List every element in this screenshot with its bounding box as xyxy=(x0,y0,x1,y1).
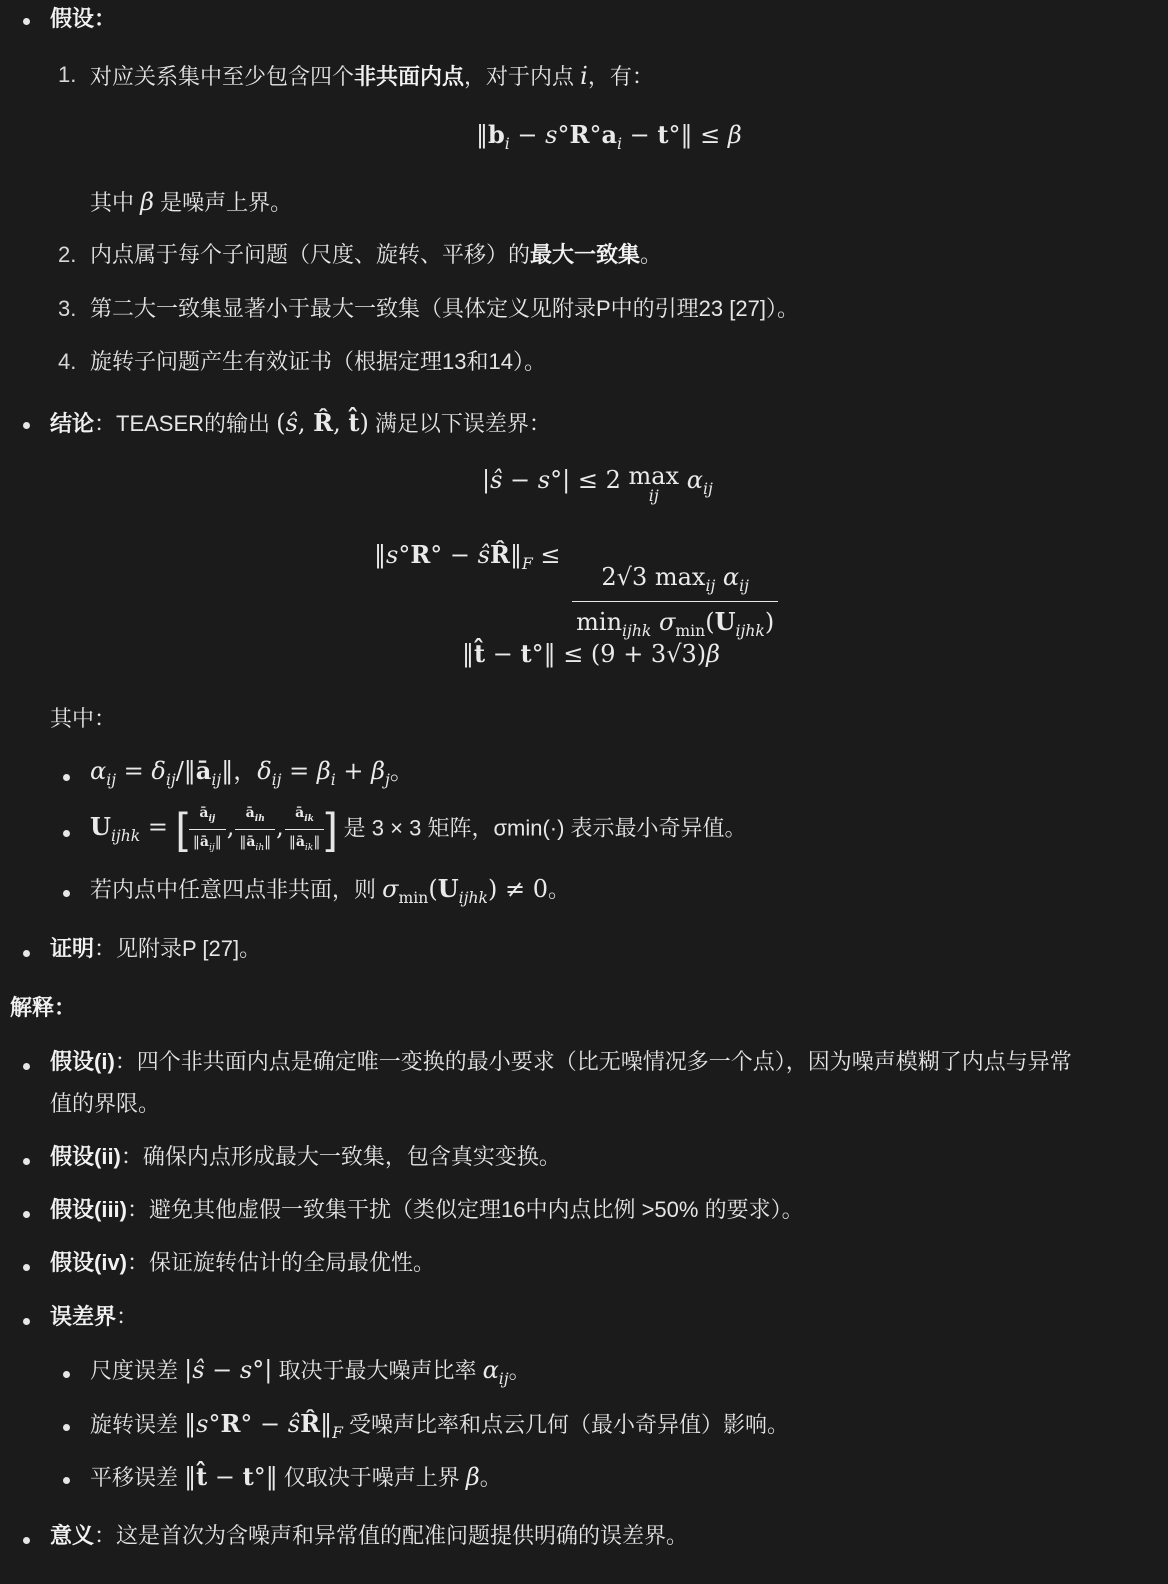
assumption-3-text: 第二大一致集显著小于最大一致集（具体定义见附录P中的引理23 [27]）。 xyxy=(90,296,799,321)
bullet-dot xyxy=(23,950,30,957)
significance-line: 意义：这是首次为含噪声和异常值的配准问题提供明确的误差界。 xyxy=(50,1523,689,1548)
output-tuple: (ŝ, R̂, t̂) xyxy=(276,408,369,437)
where-label: 其中： xyxy=(50,706,117,731)
list-number: 3. xyxy=(58,296,77,321)
bullet-dot xyxy=(63,1424,70,1431)
bullet-dot xyxy=(63,1477,70,1484)
bullet-dot xyxy=(23,1158,30,1165)
explanation-item-1: 假设(i)：四个非共面内点是确定唯一变换的最小要求（比无噪情况多一个点），因为噪声模糊了内点与异常 xyxy=(50,1049,1072,1074)
formula-scale-bound: |ŝ − s°| ≤ 2 max ij $\alpha_{ij}$ xyxy=(482,462,713,505)
scale-error-item: 尺度误差 |ŝ − s°| 取决于最大噪声比率 $\alpha_{ij}$。 xyxy=(90,1356,531,1388)
U-definition: $U_{ijhk}$ = [ $\frac{ā_{ij}}{‖ā_{ij}‖}$ , $\frac{ā_{ih}}{‖ā_{ih}‖}$ , $\frac{ā_{ik}}{‖ā_{ik}‖}$ ] 是 3 × 3 矩阵，σmin(·) 表示最小奇异值。 xyxy=(90,804,747,854)
explanation-item-2: 假设(ii)：确保内点形成最大一致集，包含真实变换。 xyxy=(50,1144,561,1169)
explanation-label: 解释： xyxy=(10,995,77,1020)
alpha-definition: $\alpha_{ij}$ = $\delta_{ij}/‖ā_{ij}‖$，$\delta_{ij} = \beta_i + \beta_j$。 xyxy=(90,756,414,789)
noncoplanar-condition: 若内点中任意四点非共面，则 $\sigma_{min}(U_{ijhk}) \ne 0$。 xyxy=(90,874,570,907)
conclusion-line: 结论：TEASER的输出 (ŝ, R̂, t̂) 满足以下误差界： xyxy=(50,408,551,437)
explanation-item-3: 假设(iii)：避免其他虚假一致集干扰（类似定理16中内点比例 >50% 的要求）。 xyxy=(50,1197,804,1222)
list-number: 2. xyxy=(58,242,77,267)
bullet-dot xyxy=(23,1264,30,1271)
bullet-dot xyxy=(23,1063,30,1070)
assumption-1-text: 对应关系集中至少包含四个非共面内点，对于内点 i，有： xyxy=(90,62,654,90)
bullet-dot xyxy=(23,1537,30,1544)
explanation-item-1-cont: 值的界限。 xyxy=(50,1091,161,1116)
bullet-dot xyxy=(63,1371,70,1378)
translation-error-item: 平移误差 ‖t̂ − t°‖ 仅取决于噪声上界 β。 xyxy=(90,1462,502,1491)
bullet-dot xyxy=(63,830,70,837)
bullet-dot xyxy=(23,1211,30,1218)
assumption-4-text: 旋转子问题产生有效证书（根据定理13和14）。 xyxy=(90,349,546,374)
bullet-dot xyxy=(23,1318,30,1325)
bullet-dot xyxy=(63,774,70,781)
bullet-dot xyxy=(63,890,70,897)
assumptions-label: 假设： xyxy=(50,6,117,31)
formula-rotation-bound: ‖s°R° − $ŝR̂‖_F$ ≤ $\frac{2√3 \max_{ij} \alpha_{ij}}{\min_{ijhk} \sigma_{min}(U_{ijhk})}$ xyxy=(374,538,782,642)
explanation-item-4: 假设(iv)：保证旋转估计的全局最优性。 xyxy=(50,1250,436,1275)
assumption-2-text: 内点属于每个子问题（尺度、旋转、平移）的最大一致集。 xyxy=(90,242,663,267)
assumption-1-bold: 非共面内点 xyxy=(354,64,465,89)
error-bounds-label: 误差界： xyxy=(50,1304,139,1329)
formula-inlier-noise: $‖b_i - s^\circ R^\circ a_i$ − t°‖ ≤ β xyxy=(476,120,742,153)
bullet-dot xyxy=(23,18,30,25)
list-number: 1. xyxy=(58,62,77,87)
rotation-error-item: 旋转误差 ‖s°R° − $ŝR̂‖_F$ 受噪声比率和点云几何（最小奇异值）影响。 xyxy=(90,1409,790,1442)
noise-bound-note: 其中 β 是噪声上界。 xyxy=(90,188,293,216)
list-number: 4. xyxy=(58,349,77,374)
proof-line: 证明：见附录P [27]。 xyxy=(50,936,262,961)
formula-translation-bound: ‖t̂ − t°‖ ≤ (9 + 3√3)β xyxy=(462,639,720,668)
bullet-dot xyxy=(23,422,30,429)
